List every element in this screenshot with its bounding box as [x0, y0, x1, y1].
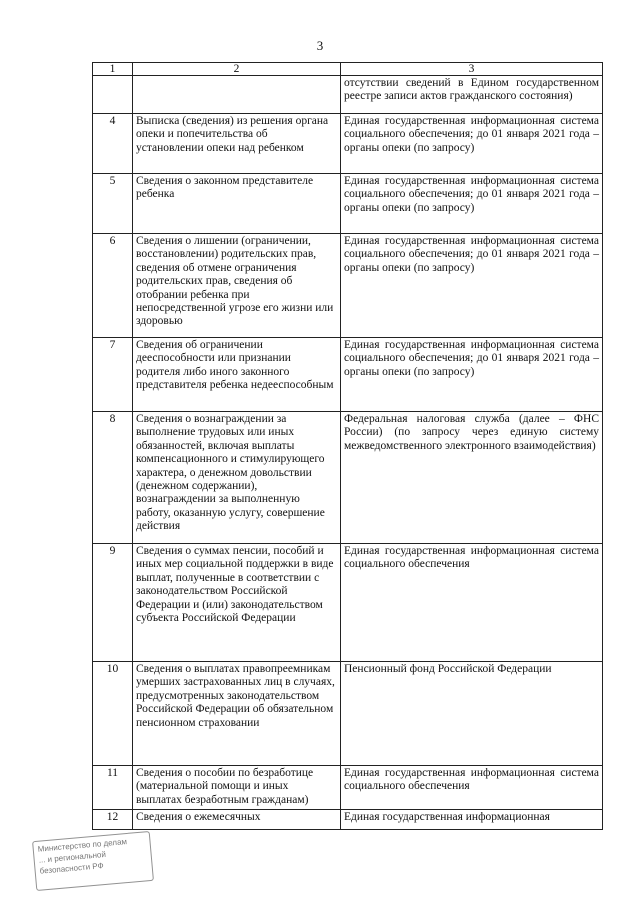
row-number: 7: [93, 338, 133, 412]
row-number: 8: [93, 412, 133, 544]
page-number: 3: [316, 38, 324, 53]
stamp-line: ... и региональной: [38, 849, 107, 865]
row-source: Единая государственная информационная система социального обеспечения; до 01 января 2021 года – органы опеки (по запросу): [341, 114, 603, 174]
table-row: [93, 662, 603, 766]
stamp: [32, 831, 154, 891]
row-item-name: [133, 76, 341, 114]
table-row: [93, 174, 603, 234]
stamp-line: безопасности РФ: [39, 861, 104, 876]
column-header-3: 3: [341, 63, 603, 76]
table-row: [93, 412, 603, 544]
table-body: [93, 76, 603, 830]
document-table: [92, 62, 603, 830]
row-item-name: Выписка (сведения) из решения органа опеки и попечительства об установлении опеки над ребенком: [133, 114, 341, 174]
row-item-name: Сведения о выплатах правопреемникам умерших застрахованных лиц в случаях, предусмотренных законодательством Российской Федерации об обязательном пенсионном страховании: [133, 662, 341, 766]
row-number: 11: [93, 766, 133, 810]
row-number: [93, 76, 133, 114]
column-header-1: 1: [93, 63, 133, 76]
table-row: [93, 544, 603, 662]
table-row: [93, 810, 603, 830]
table-row: [93, 76, 603, 114]
row-number: 5: [93, 174, 133, 234]
row-source: Пенсионный фонд Российской Федерации: [341, 662, 603, 766]
row-number: 12: [93, 810, 133, 830]
row-source: Единая государственная информационная: [341, 810, 603, 830]
table-row: [93, 114, 603, 174]
row-item-name: Сведения о законном представителе ребенка: [133, 174, 341, 234]
row-item-name: Сведения о вознаграждении за выполнение трудовых или иных обязанностей, включая выплаты компенсационного и стимулирующего характера, о денежном довольствии (денежном содержании), вознаграждении за выполненную работу, оказанную услугу, совершение действия: [133, 412, 341, 544]
row-source: Единая государственная информационная система социального обеспечения; до 01 января 2021 года – органы опеки (по запросу): [341, 234, 603, 338]
row-item-name: Сведения о лишении (ограничении, восстановлении) родительских прав, сведения об отмене ограничения родительских прав, сведения об отобрании ребенка при непосредственной угрозе его жизни или здоровью: [133, 234, 341, 338]
row-item-name: Сведения об ограничении дееспособности или признании родителя либо иного законного представителя ребенка недееспособным: [133, 338, 341, 412]
row-source: Единая государственная информационная система социального обеспечения: [341, 766, 603, 810]
table-row: [93, 766, 603, 810]
row-number: 6: [93, 234, 133, 338]
row-item-name: Сведения о пособии по безработице (материальной помощи и иных выплатах безработным гражданам): [133, 766, 341, 810]
row-source: Единая государственная информационная система социального обеспечения: [341, 544, 603, 662]
table-header-row: [93, 63, 603, 76]
column-header-2: 2: [133, 63, 341, 76]
row-number: 10: [93, 662, 133, 766]
row-source: Федеральная налоговая служба (далее – ФНС России) (по запросу через единую систему межведомственного электронного взаимодействия): [341, 412, 603, 544]
stamp-line: Министерство по делам: [37, 836, 128, 854]
row-number: 9: [93, 544, 133, 662]
row-source: Единая государственная информационная система социального обеспечения; до 01 января 2021 года – органы опеки (по запросу): [341, 174, 603, 234]
row-source: отсутствии сведений в Едином государственном реестре записи актов гражданского состояния): [341, 76, 603, 114]
row-number: 4: [93, 114, 133, 174]
table-row: [93, 234, 603, 338]
row-item-name: Сведения о ежемесячных: [133, 810, 341, 830]
row-source: Единая государственная информационная система социального обеспечения; до 01 января 2021 года – органы опеки (по запросу): [341, 338, 603, 412]
table-row: [93, 338, 603, 412]
row-item-name: Сведения о суммах пенсии, пособий и иных мер социальной поддержки в виде выплат, полученные в соответствии с законодательством Российской Федерации и (или) законодательством субъекта Российской Федерации: [133, 544, 341, 662]
